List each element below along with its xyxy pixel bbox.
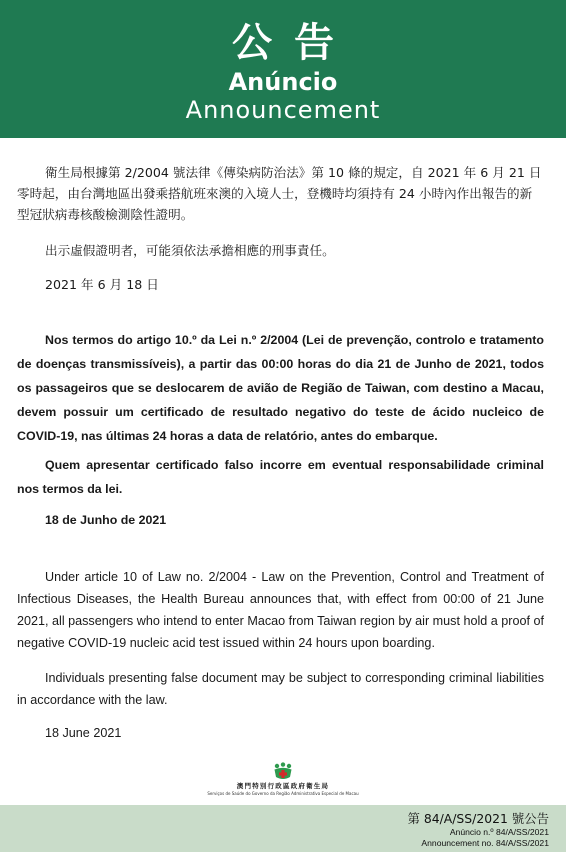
reference-english: Announcement no. 84/A/SS/2021 [421,838,549,848]
reference-chinese: 第 84/A/SS/2021 號公告 [407,811,549,826]
portuguese-date: 18 de Junho de 2021 [45,513,167,527]
title-portuguese: Anúncio [228,68,338,96]
title-chinese: 公告 [232,20,356,66]
announcement-header [0,0,566,138]
health-bureau-logo [200,762,366,800]
portuguese-paragraph-2: Quem apresentar certificado falso incorre em eventual responsabilidade criminal nos termos da lei. [17,458,544,496]
english-paragraph-1: Under article 10 of Law no. 2/2004 - Law on the Prevention, Control and Treatment of Infectious Diseases, the Health Bureau announces that, with effect from 00:00 of 21 June 2021, all passengers who intend to enter Macao from Taiwan region by air must hold a proof of negative COVID-19 nucleic acid test issued within 24 hours upon boarding. [17,570,544,650]
announcement-footer [0,805,566,852]
health-bureau-logo-icon [273,762,293,780]
english-paragraph-2: Individuals presenting false document may be subject to corresponding criminal liabilities in accordance with the law. [17,671,544,707]
reference-portuguese: Anúncio n.º 84/A/SS/2021 [449,827,549,837]
chinese-paragraph-1: 衛生局根據第 2/2004 號法律《傳染病防治法》第 10 條的規定，自 2021 年 6 月 21 日零時起，由台灣地區出發乘搭航班來澳的入境人士，登機時均須持有 24 小時內作出報告的新型冠狀病毒核酸檢測陰性證明。 [17,165,542,222]
english-date: 18 June 2021 [45,726,122,740]
logo-name-chinese: 澳門特別行政區政府衛生局 [236,782,330,790]
logo-name-portuguese: Serviços de Saúde do Governo da Região Administrativa Especial de Macau [207,791,359,796]
portuguese-paragraph-1: Nos termos do artigo 10.º da Lei n.º 2/2004 (Lei de prevenção, controlo e tratamento de doenças transmissíveis), a partir das 00:00 horas do dia 21 de Junho de 2021, todos os passageiros que se deslocarem de avião de Região de Taiwan, com destino a Macau, devem possuir um certificado de resultado negativo do teste de ácido nucleico de COVID-19, nas últimas 24 horas a data de relatório, antes do embarque. [17,333,544,443]
title-english: Announcement [185,96,381,124]
chinese-paragraph-2: 出示虛假證明者，可能須依法承擔相應的刑事責任。 [45,243,335,258]
chinese-date: 2021 年 6 月 18 日 [45,277,159,292]
